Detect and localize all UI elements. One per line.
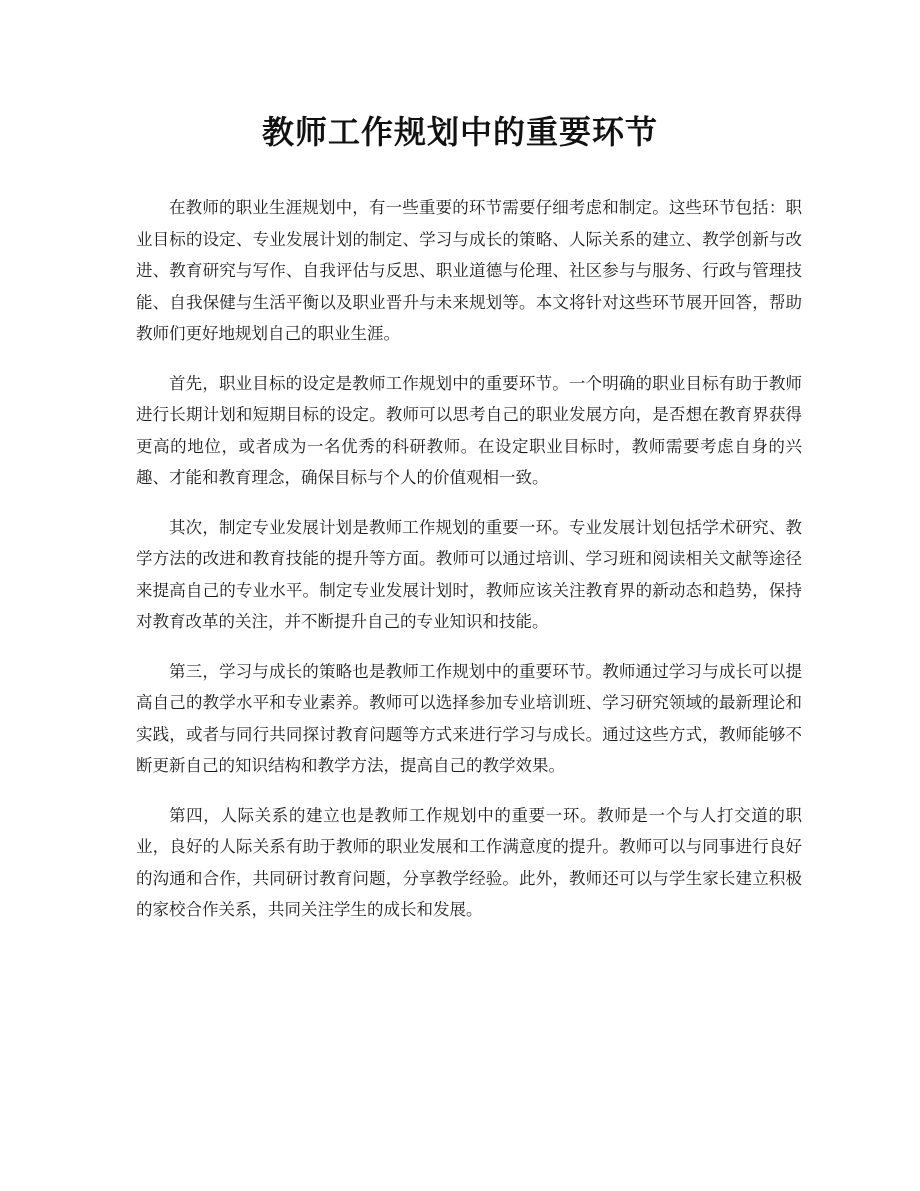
document-body bbox=[136, 192, 802, 926]
paragraph-intro: 在教师的职业生涯规划中，有一些重要的环节需要仔细考虑和制定。这些环节包括：职业目标的设定、专业发展计划的制定、学习与成长的策略、人际关系的建立、教学创新与改进、教育研究与写作、自我评估与反思、职业道德与伦理、社区参与与服务、行政与管理技能、自我保健与生活平衡以及职业晋升与未来规划等。本文将针对这些环节展开回答，帮助教师们更好地规划自己的职业生涯。 bbox=[136, 198, 802, 343]
paragraph-relationships: 第四，人际关系的建立也是教师工作规划中的重要一环。教师是一个与人打交道的职业，良好的人际关系有助于教师的职业发展和工作满意度的提升。教师可以与同事进行良好的沟通和合作，共同研讨教育问题，分享教学经验。此外，教师还可以与学生家长建立积极的家校合作关系，共同关注学生的成长和发展。 bbox=[136, 805, 802, 919]
paragraph-career-goals: 首先，职业目标的设定是教师工作规划中的重要环节。一个明确的职业目标有助于教师进行长期计划和短期目标的设定。教师可以思考自己的职业发展方向，是否想在教育界获得更高的地位，或者成为一名优秀的科研教师。在设定职业目标时，教师需要考虑自身的兴趣、才能和教育理念，确保目标与个人的价值观相一致。 bbox=[136, 373, 802, 487]
paragraph-professional-development: 其次，制定专业发展计划是教师工作规划的重要一环。专业发展计划包括学术研究、教学方法的改进和教育技能的提升等方面。教师可以通过培训、学习班和阅读相关文献等途径来提高自己的专业水平。制定专业发展计划时，教师应该关注教育界的新动态和趋势，保持对教育改革的关注，并不断提升自己的专业知识和技能。 bbox=[136, 517, 802, 631]
paragraph-learning-growth: 第三，学习与成长的策略也是教师工作规划中的重要环节。教师通过学习与成长可以提高自己的教学水平和专业素养。教师可以选择参加专业培训班、学习研究领域的最新理论和实践，或者与同行共同探讨教育问题等方式来进行学习与成长。通过这些方式，教师能够不断更新自己的知识结构和教学方法，提高自己的教学效果。 bbox=[136, 661, 802, 775]
document-title: 教师工作规划中的重要环节 bbox=[261, 113, 658, 151]
